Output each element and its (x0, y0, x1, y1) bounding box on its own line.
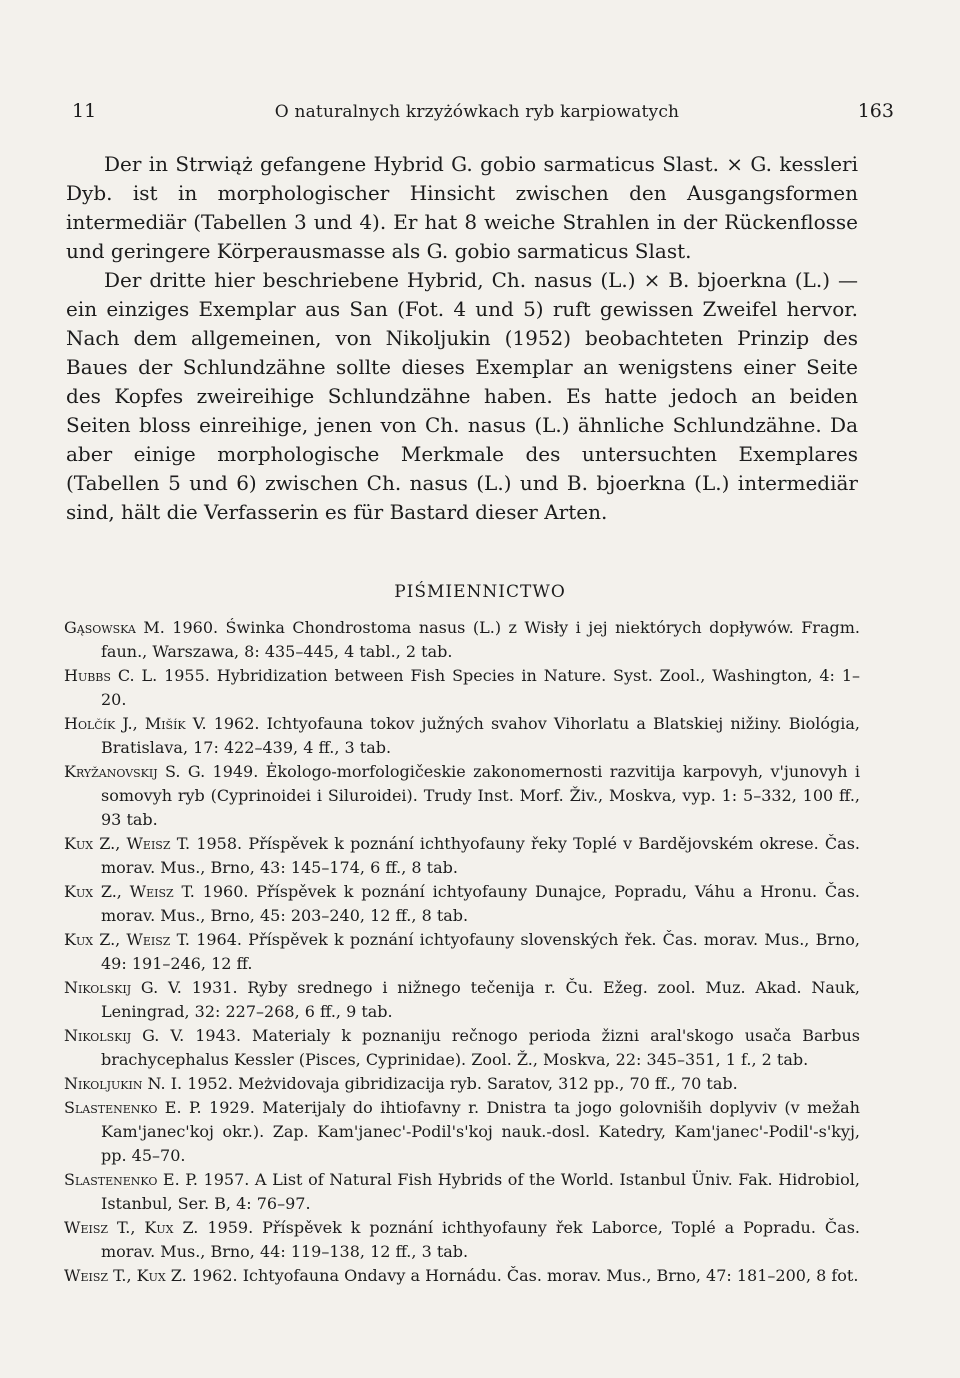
page-number: 163 (857, 100, 894, 122)
reference-item (64, 760, 860, 832)
reference-item (64, 712, 860, 760)
reference-item (64, 928, 860, 976)
references-list (64, 616, 860, 1288)
reference-author: Hubbs C. L. (64, 666, 158, 685)
reference-item (64, 616, 860, 664)
reference-item (64, 1168, 860, 1216)
reference-text: 1960. Świnka Chondrostoma nasus (L.) z Wisły i jej niektórych dopływów. Fragm. faun., Warszawa, 8: 435–445, 4 tabl., 2 tab. (101, 618, 860, 661)
reference-item (64, 880, 860, 928)
running-header (72, 100, 894, 122)
reference-author: Nikoljukin N. I. (64, 1074, 183, 1093)
reference-author: Nikolskij G. V. (64, 978, 182, 997)
reference-text: 1943. Materialy k poznaniju rečnogo perioda žizni aral'skogo usača Barbus brachycephalus Kessler (Pisces, Cyprinidae). Zool. Ž., Moskva, 22: 345–351, 1 f., 2 tab. (101, 1026, 860, 1069)
reference-author: Holčík J., Mišík V. (64, 714, 207, 733)
reference-author: Kux Z., Weisz T. (64, 834, 191, 853)
reference-item (64, 1264, 860, 1288)
reference-author: Weisz T., Kux Z. (64, 1218, 199, 1237)
reference-author: Kux Z., Weisz T. (64, 930, 191, 949)
reference-text: 1949. Ėkologo-morfologičeskie zakonomernosti razvitija karpovyh, v'junovyh i somovyh ryb (Cyprinoidei i Siluroidei). Trudy Inst. Morf. Živ., Moskva, vyp. 1: 5–332, 100 ff., 93 tab. (101, 762, 861, 829)
paragraph-2: Der dritte hier beschriebene Hybrid, Ch. nasus (L.) × B. bjoerkna (L.) —ein einziges Exemplar aus San (Fot. 4 und 5) ruft gewissen Zweifel hervor. Nach dem allgemeinen, von Nikoljukin (1952) beobachteten Prinzip des Baues der Schlundzähne sollte dieses Exemplar an wenigstens einer Seite des Kopfes zweireihige Schlundzähne haben. Es hatte jedoch an beiden Seiten bloss einreihige, jenen von Ch. nasus (L.) ähnliche Schlundzähne. Da aber einige morphologische Merkmale des untersuchten Exemplares (Tabellen 5 und 6) zwischen Ch. nasus (L.) und B. bjoerkna (L.) intermediär sind, hält die Verfasserin es für Bastard dieser Arten. (66, 268, 858, 524)
references-heading: PIŚMIENNICTWO (394, 582, 566, 602)
reference-item (64, 1216, 860, 1264)
reference-item (64, 1024, 860, 1072)
reference-text: 1959. Příspěvek k poznání ichthyofauny řek Laborce, Toplé a Popradu. Čas. morav. Mus., Brno, 44: 119–138, 12 ff., 3 tab. (101, 1218, 860, 1261)
reference-author: Slastenenko E. P. (64, 1170, 198, 1189)
reference-item (64, 976, 860, 1024)
reference-text: 1931. Ryby srednego i nižnego tečenija r. Ču. Ežeg. zool. Muz. Akad. Nauk, Leningrad, 32: 227–268, 6 ff., 9 tab. (101, 978, 861, 1021)
paragraph-1: Der in Strwiąż gefangene Hybrid G. gobio sarmaticus Slast. × G. kessleri Dyb. ist in morphologischer Hinsicht zwischen den Ausgangsformen intermediär (Tabellen 3 und 4). Er hat 8 weiche Strahlen in der Rückenflosse und geringere Körperausmasse als G. gobio sarmaticus Slast. (66, 152, 858, 263)
body-text (66, 150, 858, 527)
reference-author: Gąsowska M. (64, 618, 165, 637)
reference-text: 1962. Ichtyofauna Ondavy a Hornádu. Čas. morav. Mus., Brno, 47: 181–200, 8 fot. (186, 1266, 859, 1285)
reference-text: 1957. A List of Natural Fish Hybrids of the World. Istanbul Üniv. Fak. Hidrobiol, Istanbul, Ser. B, 4: 76–97. (101, 1170, 860, 1213)
reference-item (64, 664, 860, 712)
reference-item (64, 1096, 860, 1168)
reference-text: 1958. Příspěvek k poznání ichthyofauny řeky Toplé v Bardějovském okrese. Čas. morav. Mus., Brno, 43: 145–174, 6 ff., 8 tab. (101, 834, 860, 877)
reference-author: Weisz T., Kux Z. (64, 1266, 187, 1285)
page-label-left: 11 (72, 100, 97, 122)
reference-text: 1929. Materijaly do ihtiofavny r. Dnistra ta jogo golovniših doplyviv (v mežah Kam'janec'koj okr.). Zap. Kam'janec'-Podil's'koj nauk.-dosl. Katedry, Kam'janec'-Podil'-s'kyj, pp. 45–70. (101, 1098, 860, 1165)
reference-text: 1962. Ichtyofauna tokov južných svahov Vihorlatu a Blatskiej nižiny. Biológia, Bratislava, 17: 422–439, 4 ff., 3 tab. (101, 714, 860, 757)
reference-item (64, 832, 860, 880)
reference-author: Nikolskij G. V. (64, 1026, 185, 1045)
reference-text: 1960. Příspěvek k poznání ichtyofauny Dunajce, Popradu, Váhu a Hronu. Čas. morav. Mus., Brno, 45: 203–240, 12 ff., 8 tab. (101, 882, 860, 925)
running-title: O naturalnych krzyżówkach ryb karpiowatych (274, 102, 680, 122)
reference-item (64, 1072, 860, 1096)
reference-text: 1964. Příspěvek k poznání ichtyofauny slovenských řek. Čas. morav. Mus., Brno, 49: 191–246, 12 ff. (101, 930, 860, 973)
reference-text: 1955. Hybridization between Fish Species in Nature. Syst. Zool., Washington, 4: 1–20. (101, 666, 860, 709)
reference-author: Slastenenko E. P. (64, 1098, 202, 1117)
reference-text: 1952. Meżvidovaja gibridizacija ryb. Saratov, 312 pp., 70 ff., 70 tab. (182, 1074, 738, 1093)
reference-author: Kux Z., Weisz T. (64, 882, 195, 901)
reference-author: Kryžanovskij S. G. (64, 762, 206, 781)
